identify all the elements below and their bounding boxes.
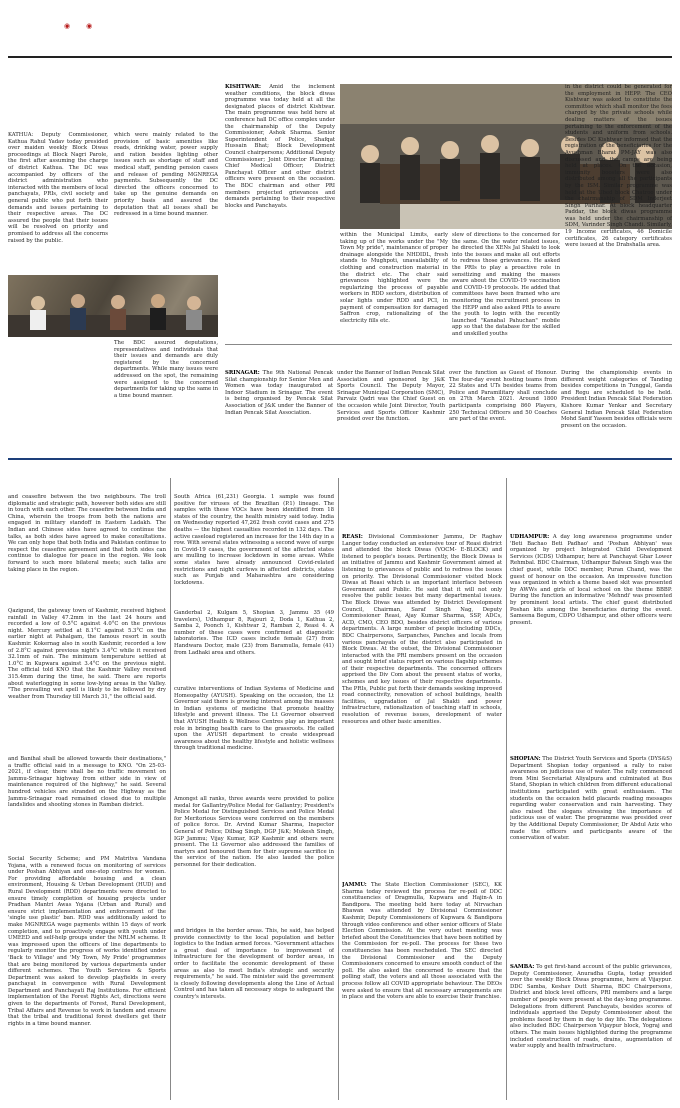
pencak-body-1: SRINAGAR: The 9th National Pencak Silat championship for Senior Men and Women was today inaugurated at Indoor Stadium in Srinagar. The event is being organised by Pencak Silat Association of J&K under the Banner of Indian Pencak Silat Association.: [225, 370, 333, 416]
col1-body-1: and ceasefire between the two neighbours. The troll diplomatic and strategic path, however both sides are still in touch with each other. The ceasefire between India and China, wherein the troops from both the nations are engaged in military standoff in Eastern Ladakh. The Indian and Chinese sides have agreed to continue the talks, as both sides have agreed to make consultations. We can only hope that both India and Pakistan continue to respect the ceasefire agreement and that both sides can continue to dialogue for peace in the region. We look forward to such more bilateral meets; such talks are taking place in the region.: [8, 494, 166, 573]
front-page-band: [8, 440, 672, 460]
left-story-photo-caption: [8, 340, 108, 435]
left-story-photo-figures: [8, 275, 218, 337]
left-story-body-3: The BDC assured deputations, representatives and individuals that their issues and demands are duly registered by the concerned departments. While many issues were addressed on the spot, the remaining were assigned to the concerned departments for taking up the same in a time bound manner.: [114, 340, 218, 399]
col3-body-2: JAMMU: The State Election Commissioner (SEC), KK Sharma today reviewed the process for re-poll of DDC constituencies of Dragmulla, Kupwara and Hajin-A in Bandipora. The meeting held here today at Nirvachan Bhawan was attended by Divisional Commissioner Kashmir, Deputy Commissioners of Kupwara & Bandipora through video conference and other senior officers of State Election Commission. At the very outset meeting was briefed about the Constituencies that have been notified by the Commission for re-poll. The process for these two constituencies has been rescheduled. The SEC directed the Divisional Commissioner and the Deputy Commissioners concerned to ensure smooth conduct of the poll. He also asked the concerned to ensure that the polling staff, the voters and all those associated with the process follow all COVID appropriate behaviour. The DEOs were asked to ensure that all necessary arrangements are in place and the voters are able to exercise their franchise.: [342, 882, 502, 1001]
globe-icon-2: ◉: [86, 22, 93, 30]
col2-body-3: curative interventions of Indian Systems of Medicine and Homeopathy (AYUSH). Speaking on the occasion, the Lt Governor said there is growing interest among the masses in Indian systems of medicine that promote healthy lifestyle and prevent illness. The Lt Governor observed that AYUSH Health & Wellness Centres play an important role in bringing health care to the grassroots. He called upon the AYUSH department to create widespread awareness about the healthy lifestyle and holistic wellness through traditional medicine.: [174, 686, 334, 752]
col4-body-3: SAMBA: To get first-hand account of the public grievances, Deputy Commissioner, Anuradha Gupta, today presided over the weekly Block Diwas programme, here at Vijaypur. DDC Samba, Keshav Dutt Sharma, BDC Chairpersons, District and block level officers, PRI members and a large number of people were present at the day-long programme. Delegations from different Panchayats, besides scores of individuals apprised the Deputy Commissioner about the problems faced by them in day to day life. The delegations also included BDC Chairperson Vijaypur block, Yograj and others. The main issues highlighted during the programme included construction of roads, drains, augmentation of water supply and health infrastructure.: [510, 964, 672, 1050]
left-story-body-2: which were mainly related to the provision of basic amenities like roads, drinking water, power supply and ration besides lighting other issues such as shortage of staff and medical staff, pending pension cases and release of pending MGNREGA payments. Subsequently the DC directed the officers concerned to take up the genuine demands on priority basis and assured the deputation that all issues shall be redressed in a time bound manner.: [114, 132, 218, 218]
left-story-body-1: KATHUA: Deputy Commissioner, Kathua Rahul Yadav today presided over maiden weekly Block Diwas proceedings at Block Nagri Parole, the first after assuming the charge of district Kathua. The DC was accompanied by officers of the district administration who interacted with the members of local panchayats, PRIs, civil society and general public who put forth their demands and issues pertaining to their respective areas. The DC assured the people that their issues will be resolved on priority and promised to address all the concerns raised by the public.: [8, 132, 108, 244]
col2-body-5: and bridges in the border areas. This, he said, has helped provide connectivity to the local population and better logistics to the Indian armed forces. "Government attaches a great deal of importance to improvement of infrastructure for the development of border areas, in order to facilitate the economic development of these areas as also to meet India's strategic and security requirements," he said. The minister said the government is closely following developments along the Line of Actual Control and has taken all necessary steps to safeguard the country's interests.: [174, 928, 334, 1000]
col2-body-1: South Africa (61,231) Georgia. 1 sample was found positive for viruses of the Brazilian (P.1) lineage. The samples with these VOCs have been identified from 18 states of the country, the health ministry said today. India on Wednesday reported 47,262 fresh covid cases and 275 deaths — the highest casualties recorded in 132 days. The active caseload registered an increase for the 14th day in a row. With several states witnessing a second wave of surge in Covid-19 cases, the government of the affected states are mulling to increase lockdown in some areas. While some states have already announced Covid-related restrictions and night curfews in affected districts, states such as Punjab and Maharashtra are considering lockdowns.: [174, 494, 334, 586]
col2-body-4: Amongst all ranks, three awards were provided to police medal for Gallantry/Police Medal for Gallantry; President's Police Medal for Distinguished Services and Police Medal for Meritorious Services were conferred on the members of police force. Dr. Arvind Kumar Sharma, Inspector General of Police; Dilbag Singh, DGP J&K; Mukesh Singh, IGP Jammu; Vijay Kumar, IGP Kashmir and others were present. The Lt Governor also addressed the families of martyrs and honoured them for their supreme sacrifice in the service of the nation. He also lauded the police personnel for their dedication.: [174, 796, 334, 868]
col1-body-4: Social Security Scheme; and PM Matritva Vandana Yojana, with a renewed focus on monitoring of services under Poshan Abhiyan and one-stop centres for women. For providing affordable housing and a clean environment, Housing & Urban Development (HUD) and Rural Development (RDD) departments were directed to ensure timely completion of housing projects under Pradhan Mantri Awas Yojana (Urban and Rural) and ensure strict implementation and enforcement of the 'single use plastic' ban. RDD was additionally asked to make MGNREGA wage payments within 15 days of work completion, and to proactively engage with youth under UMEED and self-help groups under the NRLM scheme. It was impressed upon the officers of line departments to regularly monitor the progress of works identified under 'Back to Village' and 'My Town, My Pride' programmes that are being monitored by various departments under different schemes. The Youth Services & Sports Department was asked to develop playfields in every panchayat in convergence with Rural Development Department and Panchayati Raj Institutions. For efficient implementation of the Forest Rights Act, directions were given to the departments of Forest, Rural Development, Tribal Affairs and Revenue to work in tandem and ensure that the tribal and traditional forest dwellers get their rights in a time bound manner.: [8, 856, 166, 1027]
main-story-body-4: in the district could be generated for the employment in HEPP. The CEO Kishtwar was asked to constitute the committee which shall monitor the fees charged by the private schools while dealing matters of the issues pertaining to the enforcement of the students and uniform from schools. Besides DC Kishtwar informed that the registration of the beneficiaries for the Ayushman Bharat PM-JAY was also discussed and the camps are being held at places. On the occasion, immunity boosters were also distributed among all the participants by the ISM. Similar programme was held at the Ubed block Chatroo under the chairmanship of SDM Inderjeet Singh Parihar. At block headquarter Paddar, the block diwas programme was held under the chairmanship of SDM, Varinder Singh Chandi. Similarly, 19 Income certificates, 46 Domicile certificates, 26 category certificates were issued at the Drabshalla area.: [565, 84, 672, 249]
masthead-logo: [572, 4, 672, 50]
divider-1: [225, 344, 672, 345]
header-info-row: [56, 22, 100, 30]
col3-body-1: REASI: Divisional Commissioner Jammu, Dr Raghav Langer today conducted an extensive tour of Reasi district and attended the block Diwas (VOCM- E-BLOCK) and listened to people's issues. Pertinently, the Block Diwas is an initiative of Jammu and Kashmir Government aimed at listening to grievances of public and to redress the issues on priority. The Divisional Commissioner visited block Diwas at Reasi which is an important interface between Government and Public. He said that it will not only resolve the public issues but many departmental issues. The Block Diwas was attended by District Development Council, Chairman, Saraf Singh Nag, Deputy Commissioner Reasi, Ajay Kumar Sharma, SSP, ADCs, ACD, CMO, CEO BDO, besides district officers of various departments. A large number of people including DDCs, BDC Chairpersons, Sarpanches, Panches and locals from various panchayats of the district also participated in Block Diwas. At the outset, the Divisional Commissioner interacted with the PRI members present on the occasion and sought brief status report on various flagship schemes of their respective departments. The concerned officers apprised the Div Com about the present status of works, schemes and key issues of their respective departments. The PRIs, Public put forth their demands seeking improved road connectivity, renovation of school buildings, health facilities, upgradation of Jal Shakti and power infrastructure, rationalization of teaching staff in schools, resolution of revenue issues, development of water resources and other basic amenities.: [342, 534, 502, 725]
left-story-photo: [8, 275, 218, 337]
col-divider-1: [170, 478, 171, 1100]
col1-body-2: Qazigund, the gateway town of Kashmir, received highest rainfall in Valley 47.2mm in the last 24 hours and recorded a low of 0.5°C against 4.0°C on the previous night. Mercury settled at 8.1°C against 5.3°C on the earlier night at Pahalgam, the famous resort in south Kashmir. Kokernag also in south Kashmir, recorded a low of 2.8°C against previous night's 3.4°C while it received 32.1mm of rain. The minimum temperature settled at 1.0°C in Kupwara against 3.4°C on the previous night. The official told KNO that the Kashmir Valley received 315.4mm during the time, he said. There are reports about waterlogging in some low-lying areas in the Valley. "The prevailing wet spell is likely to be followed by dry weather from Thursday till March 31," the official said.: [8, 608, 166, 700]
col-divider-3: [506, 478, 507, 1100]
main-story-body-2: within the Municipal Limits, early taking up of the works under the "My Town My pride", maintenance of proper drainage alongside the NHDIDL, fresh stands to Mughpoti, unavailability of clothing and construction material in the district etc. The chair said grievances highlighted were the regularizing the process of payable workers in RDD sectors, distribution of solar lights under RDD and PCI, in payment of compensation for damaged Saffron crop, rationalizing of the electricity fills etc.: [340, 232, 448, 324]
main-story-body-3: slew of directions to the concerned for the same. On the water related issues, he directed the XENs Jal Shakti to look into the issues and make all out efforts to redress those grievances. He asked the PRIs to play a proactive role in sensitizing and making the masses aware about the COVID-19 vaccination and COVID-19 protocols. He added that committees have been framed who are monitoring the recruitment process in the HEPP and also asked PRIs to aware the youth to login with the recently launched "Kanahal Pahuchan" mobile app so that the database for the skilled and unskilled youths: [452, 232, 560, 337]
col1-body-3: and Banihal shall be allowed towards their destinations," a traffic official said in a message to KNO. "On 25-03-2021, if clear, there shall be no traffic movement on Jammu-Srinagar highway from either side in view of maintenance required of the highway," he said. Several hundred vehicles are stranded on the Highway as the Jammu-Srinagar road remained closed due to multiple landslides and shooting stones in Ramban district.: [8, 756, 166, 809]
main-story-body-1: KISHTWAR: Amid the inclement weather conditions, the block diwas programme was today held at all the designated places of district Kishtwar. The main programme was held here at conference hall DC office complex under the chairmanship of the Deputy Commissioner, Ashok Sharma. Senior Superintendent of Police, Shafqat Hussain Bhat; Block Development Council chairpersons; Additional Deputy Commissioner; Joint Director Planning; Chief Medical Officer; District Panchayat Officer and other district officers were present on the occasion. The BDC chairman and other PRI members projected grievances and demands pertaining to their respective blocks and Panchayats.: [225, 84, 335, 209]
col4-body-1: UDHAMPUR: A day long awareness programme under 'Beti Bachao Beti Padhao' and 'Poshan Abhiyan' was organized by project Integrated Child Development Services (ICDS) Udhampur, here at Panchayat Ghar Lower Rehmbal. BDC Chairman, Udhampur Balwan Singh was the chief guest, while DDC member, Puran Chand, was the guest of honour on the occasion. An impressive function was organized in which a theme based skit was presented by AWWs and girls of local school on the theme BBBP. During the function an informative 'Mehndi' was presented by prominent local artists. The chief guest distributed Poshan kits among the beneficiaries during the event. Sameena Begum, CDPO Udhampur, and other officers were present.: [510, 534, 672, 626]
col-divider-2: [338, 478, 339, 1100]
pencak-body-2: under the Banner of Indian Pencak Silat Association and sponsored by J&K Sports Council. The Deputy Mayor, Srinagar Municipal Corporation (SMC), Parvaiz Qadri was the Chief Guest on the occasion while Joint Director, Youth Services and Sports Officer Kashmir presided over the function.: [337, 370, 445, 423]
col2-body-2: Ganderbal 2, Kulgam 5, Shopian 3, Jammu 35 (49 travelers), Udhampur 8, Rajouri 2, Doda 1, Kathua 2, Samba 2, Poonch 1, Kishtwar 2, Ramban 2, Reasi 4. A number of these cases were confirmed at diagnostic laboratories. The ICD cases include female (27) from Handwara Doctor, male (23) from Baramulla, female (41) from Ladhaki area and others.: [174, 610, 334, 656]
pencak-body-3: over the function as Guest of Honour. The four-day event hosting teams from 22 States and UTs besides teams from Police and Paramilitary shall conclude on 27th March 2021. Around 1800 participants comprising 860 Players, 250 Technical Officers and 50 Coaches are part of the event.: [449, 370, 557, 423]
header-divider: [8, 56, 672, 58]
globe-icon: ◉: [64, 22, 71, 30]
pencak-body-4: During the championship events in different weight categories of Tanding besides competitions in Tunggal, Ganda and Regu are scheduled to be held. President Indian Pencak Silat Federation Kishore Kumar Yenkar and Secretary General Indian Pencak Silat Federation Mohd Sanif Yaseen besides officials were present on the occasion.: [561, 370, 672, 429]
col4-body-2: SHOPIAN: The District Youth Services and Sports (DYS&S) Department Shopian today organised a rally to raise awareness on judicious use of water. The rally commenced from Mini Secretariat Aliyalpura and culminated at Bus Stand, Shopian in which children from different educational institutions participated with great enthusiasm. The students on the occasion held placards reading messages regarding water conservation and rain harvesting. They also raised the slogans stressing the importance of judicious use of water. The programme was presided over by the Additional Deputy Commissioner, Dr Abdul Aziz who made the officers and participants aware of the conservation of water.: [510, 756, 672, 842]
